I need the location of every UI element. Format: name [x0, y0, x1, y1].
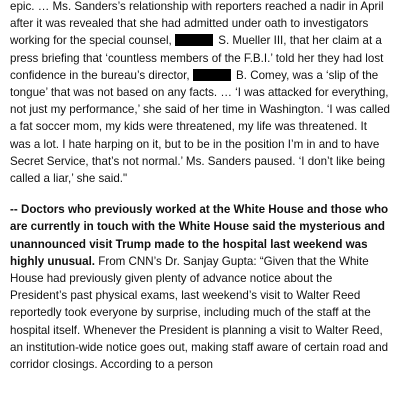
bold-lead-text: -- Doctors who previously worked at the White House and those who are currently in touch with the White House said the mysterious and unannounced visit Trump made to the hospital last weekend was highly unusual.	[10, 203, 389, 268]
paragraph-walter-reed	[10, 201, 390, 373]
paragraph-text: epic. … Ms. Sanders’s relationship with reporters reached a nadir in April after it was revealed that she had admitted under oath to investigators working for the special counsel,	[10, 0, 384, 48]
paragraph-text: From CNN’s Dr. Sanjay Gupta: “Given that the White House had previously given plenty of advance notice about the President’s past physical exams, last weekend’s visit to Walter Reed reportedly took everyone by surprise, including much of the staff at the hospital itself. Whenever the President is planning a visit to Walter Reed, an institution-wide notice goes out, making staff aware of certain road and corridor closings. According to a person	[10, 254, 389, 372]
paragraph-text: B. Comey, was a ‘slip of the tongue’ that was not based on any facts. … ‘I was attacked for everything, not just my performance,’ she said of her time in Washington. ‘I was called a fat soccer mom, my kids were threatened, my life was threatened. It was a lot. I hate harping on it, but to be in the position I’m in and to have Secret Service, that’s not normal.’ Ms. Sanders paused. ‘I don’t like being called a liar,’ she said."	[10, 68, 390, 186]
article-body	[10, 0, 390, 373]
redaction-bar	[193, 69, 231, 81]
paragraph-sanders	[10, 0, 390, 187]
paragraph-text: S. Mueller III, that her claim at a press briefing that ‘countless members of the F.B.I.’ told her they had lost confidence in the bureau’s director,	[10, 34, 384, 82]
redaction-bar	[175, 34, 213, 46]
